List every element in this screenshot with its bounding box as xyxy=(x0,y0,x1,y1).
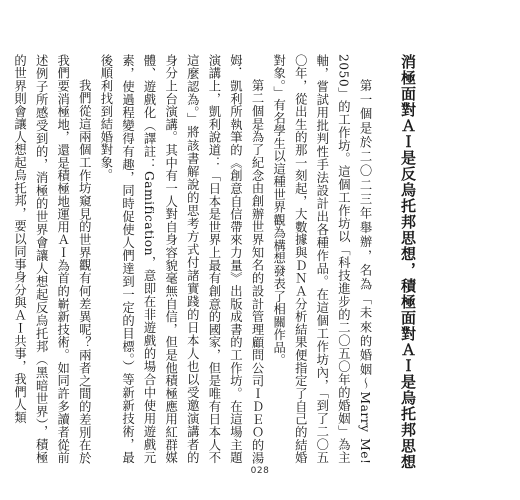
section-title: 消極面對ＡＩ是反烏托邦思想，積極面對ＡＩ是烏托邦思想 xyxy=(399,54,417,470)
paragraph-3: 我們從這兩個工作坊窺見的世界觀有何差異呢？兩者之間的差別在於我們要消極地，還是積極地運用ＡＩ為首的嶄新技術。如同許多讀者從前述例子所感受到的，消極的世界會讓人想起反烏托邦（黑暗世界），積極的世界則會讓人想起烏托邦，要以同事身分與ＡＩ共事，我們人類 xyxy=(12,54,92,464)
paragraph-2: 第二個是為了紀念由創辦世界知名的設計管理顧問公司ＩＤＥＯ的湯姆．凱利所執筆的《創意自信帶來力量》出版成書的工作坊。在這場主題演講上，凱利說道：「日本是世界上最有創意的國家，但是唯有日本人不這麼認為。」將該書解說的思考方式付諸實踐的日本人也以受邀演講者的身分上台演講。其中有一人對自身容貌毫無自信，但是他積極應用紅群媒體、遊戲化（譯註：Gamification，意即在非遊戲的場合中使用遊戲元素，使過程變得有趣，同時促使人們達到一定的目標。）等新新技術，最後順利找到結婚對象。 xyxy=(98,54,265,464)
paragraph-1: 第一個是於二〇二三年舉辦，名為「未來的婚姻〜Marry Me! 2050」的工作坊。這個工作坊以「科技進步的二〇五〇年的婚姻」為主軸，嘗試用批判性手法設計出各種作品。在這個工作坊內，「到了二〇五〇年，從出生的那一刻起，大數據與ＤＮＡ分析結果便指定了自己的結婚對象。」有名學生以這種世界觀為構想發表了相關作品。 xyxy=(271,54,372,464)
vertical-text-block xyxy=(8,54,417,470)
page-number: 028 xyxy=(250,466,270,476)
